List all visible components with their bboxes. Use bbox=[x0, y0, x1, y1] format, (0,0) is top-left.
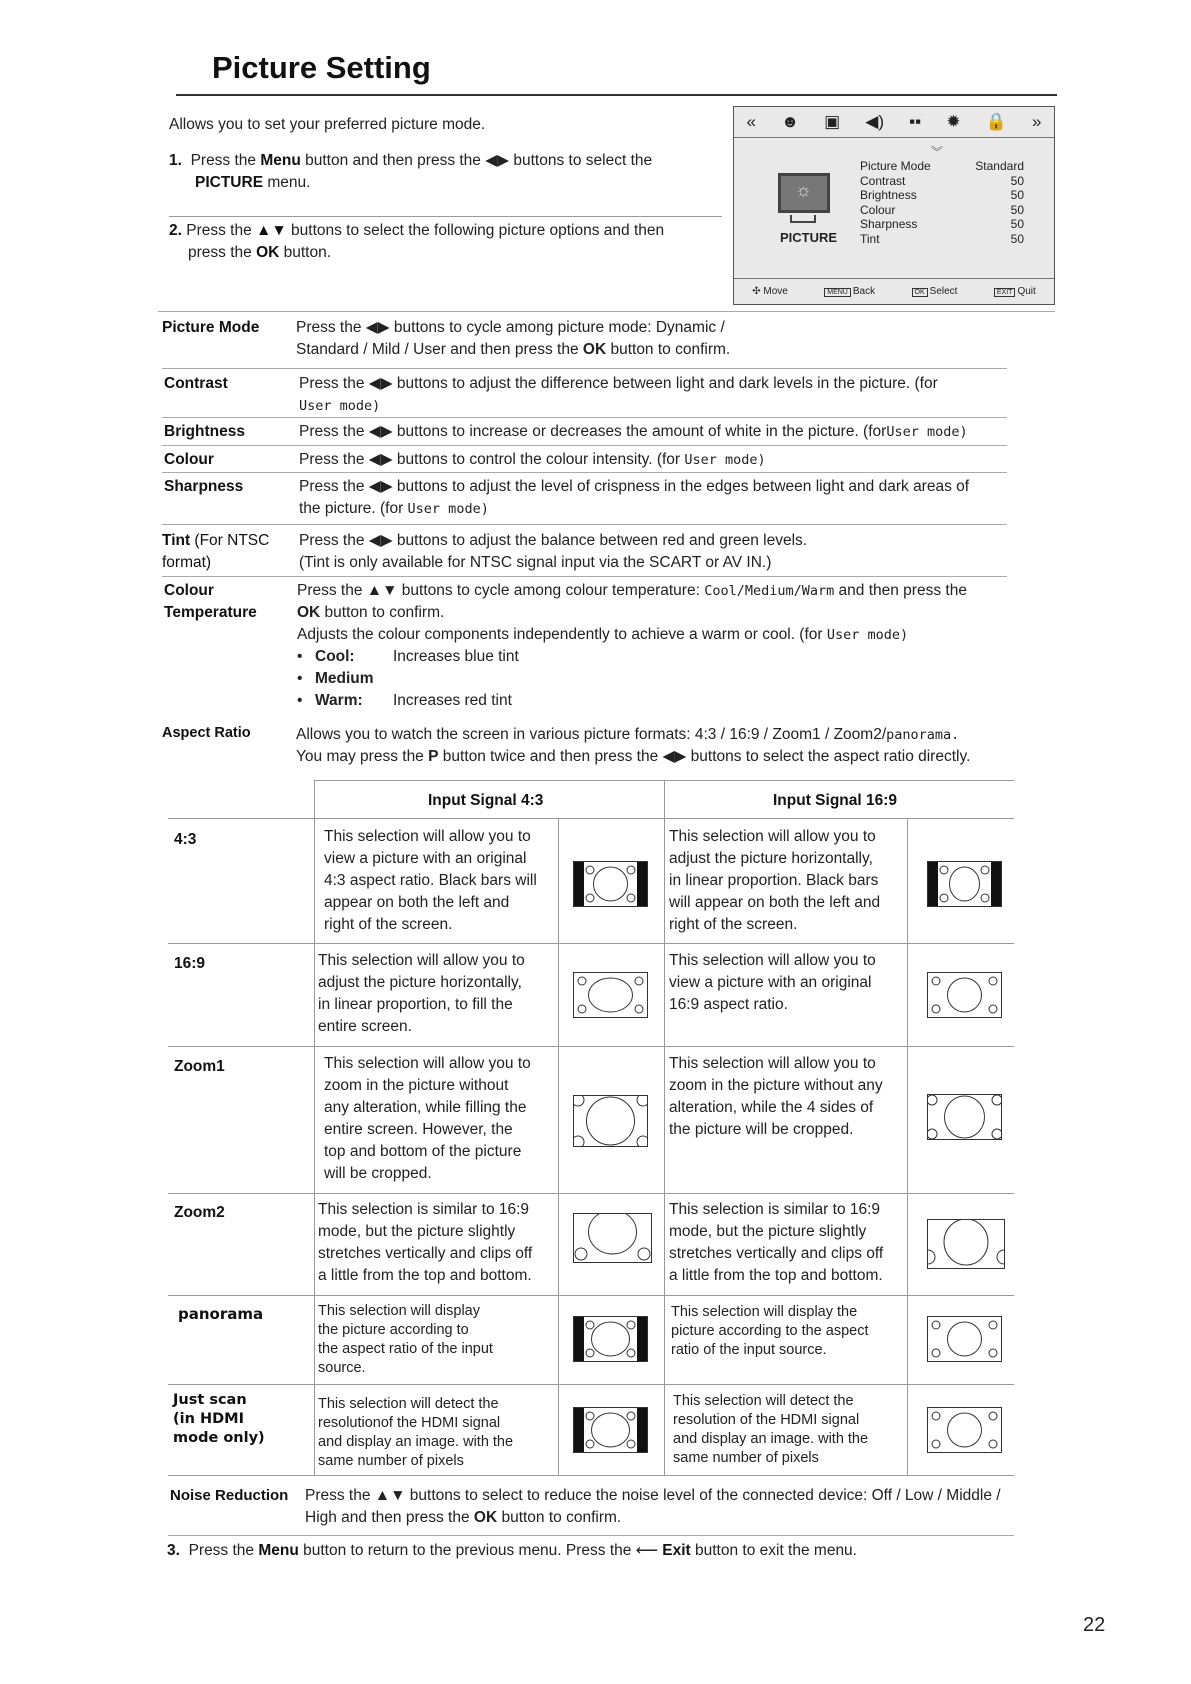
aspect-diagram-4-3-input43 bbox=[573, 861, 648, 907]
desc-contrast-mode: User mode) bbox=[299, 398, 381, 414]
aspect-diagram-zoom1-input43 bbox=[573, 1095, 648, 1147]
row-rule bbox=[168, 1535, 1014, 1536]
line: picture according to the aspect bbox=[671, 1323, 869, 1339]
grid-line bbox=[558, 818, 559, 1475]
label-sharpness: Sharpness bbox=[164, 478, 244, 495]
page-title: Picture Setting bbox=[212, 50, 431, 85]
aspect-diagram-16-9-input169 bbox=[927, 972, 1002, 1018]
label-colour: Colour bbox=[164, 451, 214, 468]
desc-contrast bbox=[299, 373, 938, 417]
text-zoom2-input43 bbox=[318, 1199, 532, 1287]
osd-value-picture-mode: Standard bbox=[975, 159, 1024, 173]
line: This selection will allow you to bbox=[324, 1055, 531, 1072]
line: top and bottom of the picture bbox=[324, 1143, 522, 1160]
desc-contrast-a: Press the bbox=[299, 375, 369, 392]
step-1-text-a: Press the bbox=[190, 152, 261, 169]
up-down-arrows-icon: ▲▼ bbox=[374, 1487, 406, 1504]
label-picture-mode: Picture Mode bbox=[162, 319, 260, 336]
p-key: P bbox=[428, 748, 439, 765]
line: This selection will display bbox=[318, 1303, 480, 1319]
text-zoom1-input43 bbox=[324, 1053, 531, 1185]
mode-label-16-9: 16:9 bbox=[174, 955, 206, 972]
header-input-43: Input Signal 4:3 bbox=[428, 792, 544, 809]
desc-sharpness-a: Press the bbox=[299, 478, 369, 495]
mode-label-zoom2: Zoom2 bbox=[174, 1204, 225, 1221]
left-right-arrows-icon: ◀▶ bbox=[368, 375, 393, 392]
desc-ct-temps: Cool/Medium/Warm bbox=[704, 583, 835, 599]
desc-sharpness bbox=[299, 476, 969, 520]
bullet-cool: • Cool: Increases blue tint bbox=[297, 646, 519, 668]
left-right-arrows-icon: ◀▶ bbox=[368, 532, 393, 549]
line: any alteration, while filling the bbox=[324, 1099, 527, 1116]
text-zoom2-input169 bbox=[669, 1199, 883, 1287]
desc-ct-e: Adjusts the colour components independently to achieve a warm or cool. (for bbox=[297, 626, 827, 643]
chevron-down-icon: ︾ bbox=[931, 145, 944, 159]
desc-tint-b: buttons to adjust the balance between red and green levels. bbox=[392, 532, 808, 549]
label-brightness: Brightness bbox=[164, 423, 245, 440]
label-tint-ntsc: (For NTSC bbox=[190, 532, 270, 549]
osd-menu bbox=[733, 106, 1055, 305]
line: entire screen. However, the bbox=[324, 1121, 513, 1138]
desc-colour-a: Press the bbox=[299, 451, 369, 468]
osd-move-label: Move bbox=[763, 286, 788, 297]
grid-line bbox=[168, 1193, 1014, 1194]
bullet-cool-name: Cool: bbox=[315, 648, 355, 665]
label-colour-temp-1: Colour bbox=[164, 582, 214, 599]
setup-tab-icon[interactable]: ✹ bbox=[946, 112, 961, 131]
step-1-number: 1. bbox=[169, 152, 182, 169]
left-right-arrows-icon: ◀▶ bbox=[368, 478, 393, 495]
desc-tint-a: Press the bbox=[299, 532, 369, 549]
desc-brightness-a: Press the bbox=[299, 423, 369, 440]
desc-colour-mode: User mode) bbox=[684, 452, 766, 468]
desc-noise-c: High and then press the bbox=[305, 1509, 474, 1526]
menu-key-icon: MENU bbox=[824, 288, 851, 297]
desc-ct-d: button to confirm. bbox=[320, 604, 445, 621]
desc-aspect-ratio bbox=[296, 724, 970, 768]
desc-noise-d: button to confirm. bbox=[497, 1509, 622, 1526]
lock-tab-icon[interactable]: 🔒 bbox=[985, 112, 1007, 131]
tv-stand-icon bbox=[790, 215, 816, 223]
step-2-text-d: button. bbox=[279, 244, 332, 261]
line: This selection is similar to 16:9 bbox=[669, 1201, 881, 1218]
step-3-text-b: button to return to the previous menu. Press the bbox=[298, 1542, 636, 1559]
line: right of the screen. bbox=[669, 916, 798, 933]
grid-line bbox=[168, 1384, 1014, 1385]
desc-aspect-a: Allows you to watch the screen in various picture formats: 4:3 / 16:9 / Zoom1 / Zoom2/ bbox=[296, 726, 887, 743]
desc-picture-mode-a: Press the bbox=[296, 319, 366, 336]
osd-select bbox=[912, 286, 958, 297]
osd-section-label: PICTURE bbox=[780, 230, 838, 245]
line: the picture according to bbox=[318, 1322, 469, 1338]
mode-label-4-3: 4:3 bbox=[174, 831, 197, 848]
line: This selection will allow you to bbox=[318, 952, 525, 969]
osd-item-colour[interactable]: Colour bbox=[860, 202, 896, 217]
osd-back-label: Back bbox=[852, 286, 876, 297]
line: This selection will detect the bbox=[673, 1393, 854, 1409]
osd-item-brightness[interactable]: Brightness bbox=[860, 188, 917, 202]
text-just-scan-input169 bbox=[673, 1392, 868, 1468]
ok-key-icon: OK bbox=[912, 288, 928, 297]
osd-value-contrast: 50 bbox=[1010, 173, 1024, 188]
move-arrows-icon: ✣ bbox=[752, 286, 761, 297]
aspect-diagram-panorama-input43 bbox=[573, 1316, 648, 1362]
bullet-cool-text: Increases blue tint bbox=[393, 648, 519, 665]
line: This selection is similar to 16:9 bbox=[318, 1201, 530, 1218]
step-3-exit: Exit bbox=[662, 1542, 691, 1559]
label-tint bbox=[162, 530, 269, 574]
ok-word: OK bbox=[297, 604, 321, 621]
grid-line bbox=[168, 943, 1014, 944]
osd-item-tint[interactable]: Tint bbox=[860, 231, 880, 246]
desc-sharpness-mode: User mode) bbox=[407, 501, 489, 517]
osd-tab-bar bbox=[734, 107, 1054, 138]
sound-tab-icon[interactable]: ◀) bbox=[865, 112, 885, 131]
row-rule bbox=[162, 445, 1007, 446]
line: will appear on both the left and bbox=[669, 894, 881, 911]
text-just-scan-input43 bbox=[318, 1395, 513, 1471]
row-rule bbox=[162, 576, 1007, 577]
bullet-medium: • Medium bbox=[297, 668, 519, 690]
row-rule bbox=[162, 524, 1007, 525]
osd-item-picture-mode[interactable]: Picture Mode bbox=[860, 159, 931, 173]
label-colour-temp-2: Temperature bbox=[164, 604, 257, 621]
mode-label-panorama: panorama bbox=[178, 1305, 264, 1323]
row-rule bbox=[158, 311, 1055, 312]
up-down-arrows-icon: ▲▼ bbox=[256, 222, 287, 239]
title-rule bbox=[176, 94, 1057, 96]
desc-sharpness-c: the picture. (for bbox=[299, 500, 408, 517]
aspect-diagram-zoom2-input43 bbox=[573, 1213, 652, 1263]
step-2-text-c: press the bbox=[188, 244, 257, 261]
line: view a picture with an original bbox=[324, 850, 527, 867]
osd-value-colour: 50 bbox=[1010, 202, 1024, 217]
text-16-9-input169 bbox=[669, 950, 876, 1016]
row-rule bbox=[162, 368, 1007, 369]
aspect-diagram-just-scan-input169 bbox=[927, 1407, 1002, 1453]
line: stretches vertically and clips off bbox=[318, 1245, 533, 1262]
grid-line bbox=[168, 1046, 1014, 1047]
step-rule bbox=[169, 216, 722, 217]
line: the picture will be cropped. bbox=[669, 1121, 854, 1138]
desc-picture-mode-d: button to confirm. bbox=[606, 341, 731, 358]
intro-text: Allows you to set your preferred picture mode. bbox=[169, 116, 486, 133]
step-3-text-a: Press the bbox=[188, 1542, 259, 1559]
grid-line bbox=[314, 780, 1014, 781]
tv-icon: ☼ bbox=[778, 173, 830, 213]
step-1-text-c: buttons to select the bbox=[509, 152, 653, 169]
step-2 bbox=[169, 220, 664, 264]
mode-label-just-scan-2: (in HDMI bbox=[173, 1411, 244, 1427]
mode-label-zoom1: Zoom1 bbox=[174, 1058, 225, 1075]
desc-noise-reduction bbox=[305, 1485, 1001, 1529]
line: the aspect ratio of the input bbox=[318, 1341, 493, 1357]
line: mode, but the picture slightly bbox=[318, 1223, 516, 1240]
line: view a picture with an original bbox=[669, 974, 872, 991]
line: right of the screen. bbox=[324, 916, 453, 933]
step-1 bbox=[169, 150, 652, 194]
desc-contrast-b: buttons to adjust the difference between light and dark levels in the picture. (for bbox=[392, 375, 938, 392]
osd-quit bbox=[994, 286, 1036, 297]
bullet-warm: • Warm: Increases red tint bbox=[297, 690, 519, 712]
desc-colour bbox=[299, 449, 766, 471]
mode-label-just-scan-3: mode only) bbox=[173, 1430, 265, 1446]
osd-item-sharpness[interactable]: Sharpness bbox=[860, 217, 918, 231]
line: appear on both the left and bbox=[324, 894, 510, 911]
text-4-3-input43 bbox=[324, 826, 537, 936]
step-1-menu: Menu bbox=[260, 152, 301, 169]
line: 16:9 aspect ratio. bbox=[669, 996, 788, 1013]
line: This selection will allow you to bbox=[669, 952, 876, 969]
mode-label-just-scan bbox=[173, 1391, 265, 1448]
desc-ct-mode: User mode) bbox=[826, 627, 909, 643]
line: ratio of the input source. bbox=[671, 1342, 827, 1358]
osd-select-label: Select bbox=[929, 286, 958, 297]
step-1-picture: PICTURE bbox=[195, 174, 264, 191]
osd-value-brightness: 50 bbox=[1010, 188, 1024, 202]
line: in linear proportion. Black bars bbox=[669, 872, 879, 889]
left-right-arrows-icon: ◀▶ bbox=[662, 748, 687, 765]
desc-picture-mode bbox=[296, 317, 730, 361]
label-contrast: Contrast bbox=[164, 375, 228, 392]
desc-picture-mode-b: buttons to cycle among picture mode: Dynamic / bbox=[389, 319, 725, 336]
line: alteration, while the 4 sides of bbox=[669, 1099, 874, 1116]
header-input-169: Input Signal 16:9 bbox=[773, 792, 898, 809]
aspect-diagram-4-3-input169 bbox=[927, 861, 1002, 907]
line: This selection will allow you to bbox=[669, 828, 876, 845]
text-panorama-input169 bbox=[671, 1303, 868, 1360]
desc-colour-temperature bbox=[297, 580, 967, 646]
text-zoom1-input169 bbox=[669, 1053, 883, 1141]
osd-value-tint: 50 bbox=[1010, 231, 1024, 246]
step-3-number: 3. bbox=[167, 1542, 180, 1559]
aspect-diagram-16-9-input43 bbox=[573, 972, 648, 1018]
step-3 bbox=[167, 1540, 857, 1562]
desc-noise-a: Press the bbox=[305, 1487, 375, 1504]
row-rule bbox=[162, 472, 1007, 473]
step-2-text-a: Press the bbox=[186, 222, 257, 239]
desc-aspect-panorama: panorama. bbox=[886, 727, 960, 743]
left-right-arrows-icon: ◀▶ bbox=[485, 152, 510, 169]
picture-tab-icon[interactable]: ☻ bbox=[781, 112, 800, 131]
desc-picture-mode-c: Standard / Mild / User and then press the bbox=[296, 341, 583, 358]
label-aspect-ratio: Aspect Ratio bbox=[162, 725, 251, 741]
line: same number of pixels bbox=[673, 1450, 819, 1466]
line: a little from the top and bottom. bbox=[669, 1267, 883, 1284]
desc-noise-b: buttons to select to reduce the noise level of the connected device: Off / Low / Middle / bbox=[405, 1487, 1001, 1504]
left-right-arrows-icon: ◀▶ bbox=[368, 423, 393, 440]
aspect-diagram-just-scan-input43 bbox=[573, 1407, 648, 1453]
desc-aspect-c: button twice and then press the bbox=[438, 748, 663, 765]
line: in linear proportion, to fill the bbox=[318, 996, 513, 1013]
osd-back bbox=[824, 286, 875, 297]
desc-brightness-b: buttons to increase or decreases the amount of white in the picture. (for bbox=[392, 423, 887, 440]
label-noise-reduction: Noise Reduction bbox=[170, 1487, 289, 1504]
bullet-warm-name: Warm: bbox=[315, 692, 363, 709]
osd-quit-label: Quit bbox=[1017, 286, 1036, 297]
step-1-text-d: menu. bbox=[263, 174, 311, 191]
line: zoom in the picture without bbox=[324, 1077, 509, 1094]
grid-line bbox=[314, 780, 315, 1475]
exit-key-icon: EXIT bbox=[994, 288, 1016, 297]
desc-ct-c: and then press the bbox=[834, 582, 967, 599]
osd-footer bbox=[734, 278, 1054, 304]
bullet-warm-text: Increases red tint bbox=[393, 692, 512, 709]
line: zoom in the picture without any bbox=[669, 1077, 883, 1094]
up-down-arrows-icon: ▲▼ bbox=[366, 582, 398, 599]
desc-sharpness-b: buttons to adjust the level of crispness in the edges between light and dark areas of bbox=[392, 478, 970, 495]
line: mode, but the picture slightly bbox=[669, 1223, 867, 1240]
mode-label-just-scan-1: Just scan bbox=[173, 1392, 247, 1408]
left-right-arrows-icon: ◀▶ bbox=[368, 451, 393, 468]
left-right-arrows-icon: ◀▶ bbox=[365, 319, 390, 336]
line: a little from the top and bottom. bbox=[318, 1267, 532, 1284]
line: entire screen. bbox=[318, 1018, 412, 1035]
bullet-medium-name: Medium bbox=[315, 670, 374, 687]
prev-tab-icon[interactable]: « bbox=[746, 112, 757, 131]
label-tint-format: format) bbox=[162, 554, 212, 571]
colour-temp-bullets bbox=[297, 646, 519, 712]
step-1-text-b: button and then press the bbox=[300, 152, 486, 169]
grid-line bbox=[168, 1475, 1014, 1476]
ok-word: OK bbox=[582, 341, 607, 358]
grid-line bbox=[168, 1295, 1014, 1296]
grid-line bbox=[907, 818, 908, 1475]
label-tint-bold: Tint bbox=[162, 532, 191, 549]
line: resolutionof the HDMI signal bbox=[318, 1415, 501, 1431]
aspect-diagram-zoom2-input169 bbox=[927, 1219, 1005, 1269]
line: and display an image. with the bbox=[318, 1434, 514, 1450]
line: This selection will allow you to bbox=[669, 1055, 876, 1072]
line: adjust the picture horizontally, bbox=[669, 850, 873, 867]
line: stretches vertically and clips off bbox=[669, 1245, 884, 1262]
row-rule bbox=[162, 417, 1007, 418]
line: same number of pixels bbox=[318, 1453, 464, 1469]
exit-return-icon: ⟵ bbox=[635, 1542, 658, 1559]
aspect-diagram-zoom1-input169 bbox=[927, 1094, 1002, 1140]
desc-tint bbox=[299, 530, 807, 574]
desc-ct-b: buttons to cycle among colour temperature: bbox=[397, 582, 705, 599]
channel-tab-icon[interactable]: ▪▪ bbox=[909, 112, 922, 131]
desc-aspect-d: buttons to select the aspect ratio directly. bbox=[686, 748, 971, 765]
osd-move bbox=[752, 286, 788, 297]
desc-brightness-mode: User mode) bbox=[886, 424, 968, 440]
ok-word: OK bbox=[473, 1509, 498, 1526]
osd-labels bbox=[860, 159, 931, 246]
step-2-number: 2. bbox=[169, 222, 182, 239]
desc-colour-b: buttons to control the colour intensity. (for bbox=[392, 451, 685, 468]
text-16-9-input43 bbox=[318, 950, 525, 1038]
line: 4:3 aspect ratio. Black bars will bbox=[324, 872, 537, 889]
screen-tab-icon[interactable]: ▣ bbox=[824, 112, 841, 131]
line: This selection will detect the bbox=[318, 1396, 499, 1412]
osd-values bbox=[975, 159, 1024, 246]
label-colour-temperature bbox=[164, 580, 257, 624]
text-4-3-input169 bbox=[669, 826, 880, 936]
desc-ct-a: Press the bbox=[297, 582, 367, 599]
step-2-text-b: buttons to select the following picture options and then bbox=[286, 222, 665, 239]
desc-aspect-b: You may press the bbox=[296, 748, 429, 765]
line: adjust the picture horizontally, bbox=[318, 974, 522, 991]
page-number: 22 bbox=[1083, 1614, 1106, 1636]
text-panorama-input43 bbox=[318, 1302, 493, 1378]
desc-brightness bbox=[299, 421, 968, 443]
line: will be cropped. bbox=[324, 1165, 432, 1182]
step-2-ok: OK bbox=[256, 244, 280, 261]
line: This selection will allow you to bbox=[324, 828, 531, 845]
aspect-diagram-panorama-input169 bbox=[927, 1316, 1002, 1362]
grid-line bbox=[168, 818, 1014, 819]
step-3-text-c: button to exit the menu. bbox=[690, 1542, 857, 1559]
osd-value-sharpness: 50 bbox=[1010, 217, 1024, 231]
step-3-menu: Menu bbox=[258, 1542, 299, 1559]
line: This selection will display the bbox=[671, 1304, 858, 1320]
line: source. bbox=[318, 1360, 366, 1376]
grid-line bbox=[664, 780, 665, 1475]
next-tab-icon[interactable]: » bbox=[1031, 112, 1042, 131]
osd-item-contrast[interactable]: Contrast bbox=[860, 173, 906, 188]
line: resolution of the HDMI signal bbox=[673, 1412, 860, 1428]
desc-tint-c: (Tint is only available for NTSC signal input via the SCART or AV IN.) bbox=[299, 554, 772, 571]
line: and display an image. with the bbox=[673, 1431, 869, 1447]
